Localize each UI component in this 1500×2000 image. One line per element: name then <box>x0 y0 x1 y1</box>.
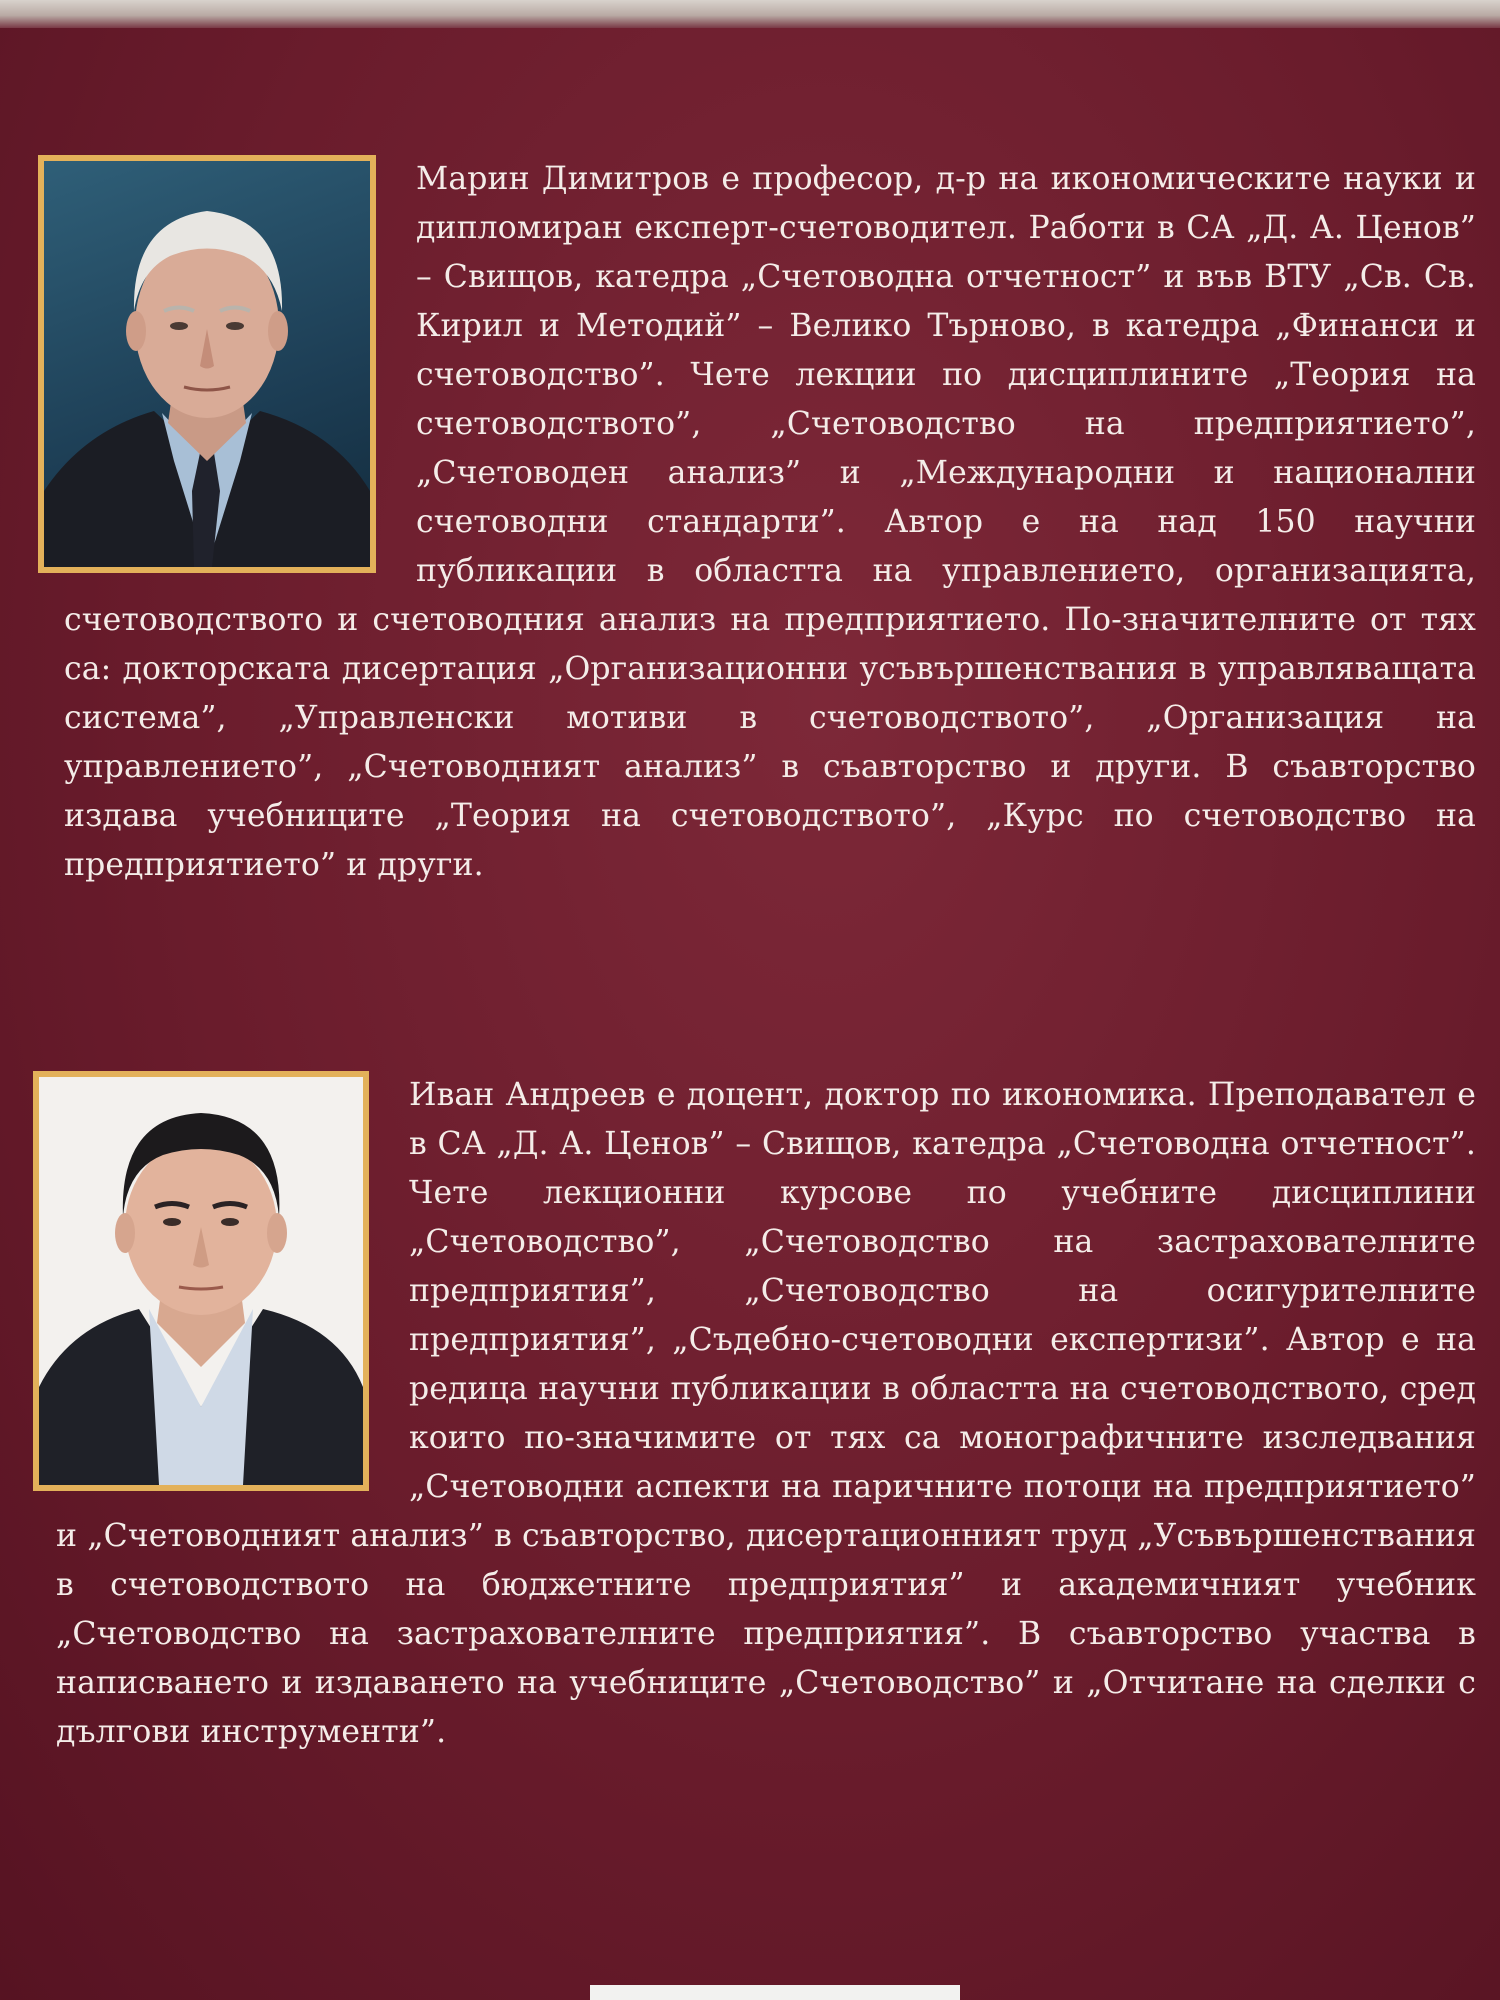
portrait-middle-aged-man <box>39 1077 363 1485</box>
author-photo-dimitrov <box>38 155 376 573</box>
cover-bottom-label <box>590 1985 960 2000</box>
author-bio-andreev <box>0 1037 1500 1757</box>
portrait-elderly-man <box>44 161 370 567</box>
cover-top-edge <box>0 0 1500 28</box>
author-bio-text: Иван Андреев е доцент, доктор по икономика. Преподавател е в СА „Д. А. Ценов” – Свищов, катедра „Счетоводна отчетност”. Чете лекционни курсове по учебните дисциплини „Счетоводство”, „Счетоводство на застрахователните предприятия”, „Счетоводство на осигурителните предприятия”, „Съдебно-счетоводни експертизи”. Автор е на редица научни публикации в областта на счетоводството, сред които по-значимите от тях са монографичните изследвания „Счетоводни аспекти на паричните потоци на предприятието” и „Счетоводният анализ” в съавторство, дисертационният труд „Усъвършенствания в счетоводството на бюджетните предприятия” и академичният учебник „Счетоводство на застрахователните предприятия”. В съавторство участва в написването и издаването на учебниците „Счетоводство” и „Отчитане на сделки с дългови инструменти”. <box>56 1077 1476 1750</box>
author-bio-dimitrov <box>0 125 1500 890</box>
author-bio-text: Марин Димитров е професор, д-р на икономическите науки и дипломиран експерт-счетоводител. Работи в СА „Д. А. Ценов” – Свищов, катедра „Счетоводна отчетност” и във ВТУ „Св. Св. Кирил и Методий” – Велико Търново, в катедра „Финанси и счетоводство”. Чете лекции по дисциплините „Теория на счетоводството”, „Счетоводство на предприятието”, „Счетоводен анализ” и „Международни и национални счетоводни стандарти”. Автор е на над 150 научни публикации в областта на управлението, организацията, счетоводството и счетоводния анализ на предприятието. По-значителните от тях са: докторската дисертация „Организационни усъвършенствания в управляващата система”, „Управленски мотиви в счетоводството”, „Организация на управлението”, „Счетоводният анализ” в съавторство и други. В съавторство издава учебниците „Теория на счетоводството”, „Курс по счетоводство на предприятието” и други. <box>64 161 1476 883</box>
author-photo-andreev <box>33 1071 369 1491</box>
